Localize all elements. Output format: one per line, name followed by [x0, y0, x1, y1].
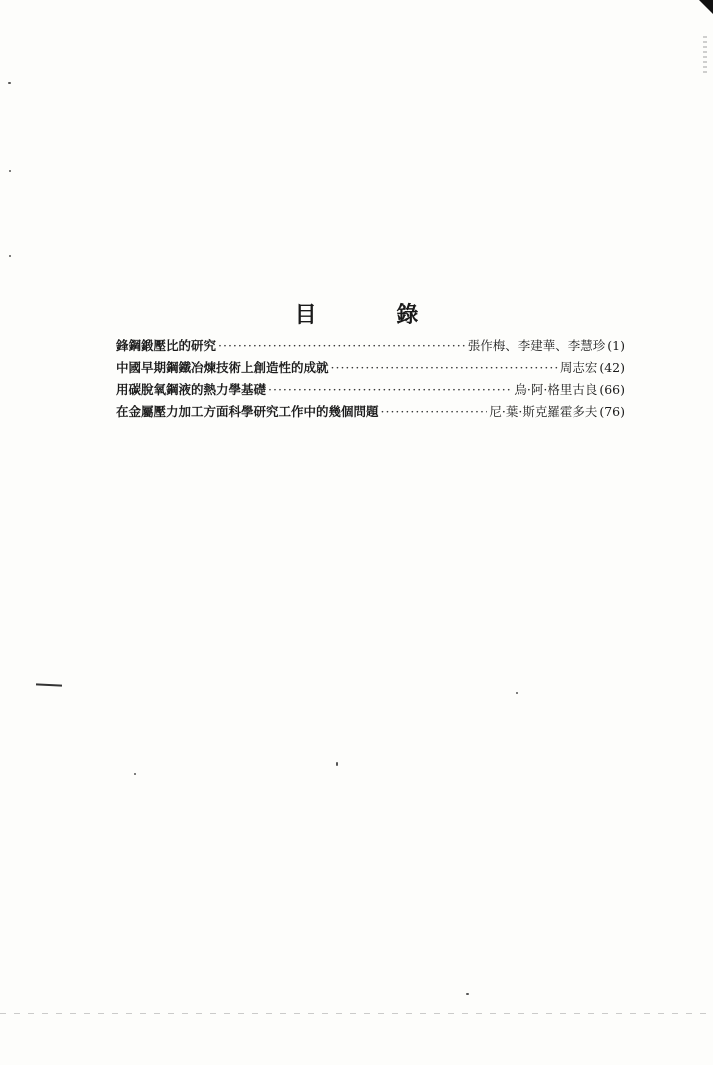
toc-dot-leader [218, 338, 466, 353]
toc-dot-leader [381, 404, 488, 419]
toc-entry [116, 402, 625, 424]
scan-speck [9, 170, 11, 172]
corner-fold-mark [699, 0, 713, 14]
bottom-scan-line [0, 1013, 713, 1014]
toc-entry-page: (1) [607, 338, 625, 353]
toc-entry-page: (66) [599, 382, 625, 397]
toc-entry [116, 358, 625, 380]
toc-entry [116, 380, 625, 402]
toc-entry-author: 烏·阿·格里古良 [514, 382, 598, 397]
toc-entry-title: 在金屬壓力加工方面科學研究工作中的幾個問題 [116, 404, 379, 419]
toc-entry-author: 尼·葉·斯克羅霍多夫 [489, 404, 598, 419]
toc-dot-leader [331, 360, 558, 375]
toc-entry-title: 中國早期鋼鐵冶煉技術上創造性的成就 [116, 360, 329, 375]
edge-scan-noise [703, 36, 707, 76]
toc-entry-page: (42) [599, 360, 625, 375]
stray-dash-mark [36, 683, 62, 686]
scan-speck [336, 762, 338, 766]
scan-speck [516, 692, 518, 694]
scan-speck [8, 82, 11, 84]
toc-entry-title: 鋒鋼鍛壓比的研究 [116, 338, 217, 353]
page-title: 目 錄 [294, 301, 455, 328]
toc-entry-page: (76) [599, 404, 625, 419]
scan-speck [9, 255, 11, 257]
toc-entry-author: 周志宏 [559, 360, 598, 375]
toc-entry [116, 336, 625, 358]
scan-speck [134, 773, 136, 775]
toc-entry-author: 張作梅、李建華、李慧珍 [467, 338, 606, 353]
table-of-contents [116, 336, 625, 424]
toc-dot-leader [268, 382, 512, 397]
toc-entry-title: 用碳脫氧鋼液的熱力學基礎 [116, 382, 267, 397]
scan-speck [466, 993, 469, 995]
